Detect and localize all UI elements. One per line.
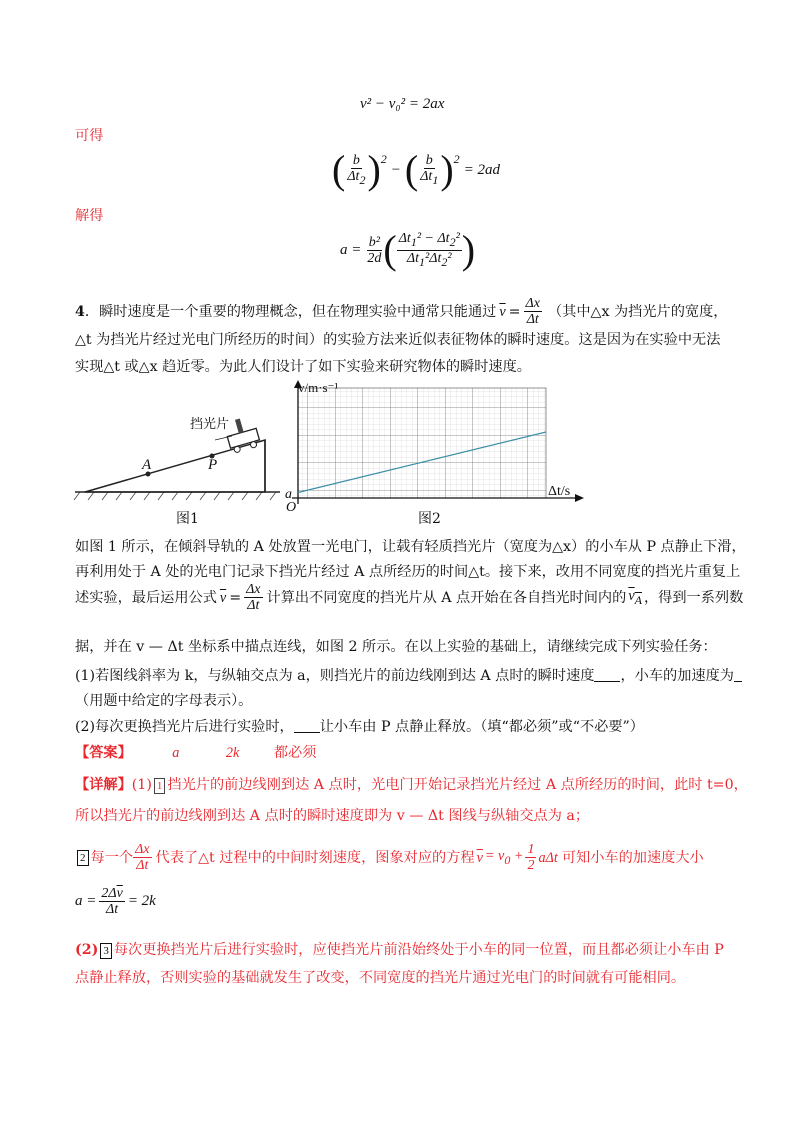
- sub-question-2: (2)每次更换挡光片后进行实验时， 让小车由 P 点静止释放。（填“都必须”或“不必要”）: [75, 719, 644, 735]
- detail-equation: a = $\frac{2\Delta\overline{v}}{\Delta t}$ = 2k: [75, 886, 156, 917]
- figure-2-intercept-label: a: [285, 487, 292, 502]
- para1-line-3: 述实验，最后运用公式 $\overline{v}$ = $\frac{\Delta x}{\Delta t}$ 计算出不同宽度的挡光片从 A 点开始在各自挡光时间内的 $v_A$ ，得到一系列数: [75, 582, 744, 613]
- equation-3: a = $\frac{\text{b²}}{2d}$ ( $\frac{\Delta t_1^2 - \Delta t_2^2}{\Delta t_1^2\Delta t_2^2}$ ): [340, 227, 476, 272]
- equation-1: v² − v₀² = 2ax: [360, 96, 445, 112]
- label-jiede: 解得: [75, 208, 104, 224]
- para1-line-1: 如图 1 所示，在倾斜导轨的 A 处放置一光电门，让载有轻质挡光片（宽度为△x）的小车从 P 点静止下滑，: [75, 539, 746, 555]
- detail-line-1: 【详解】(1) 1 挡光片的前边线刚到达 A 点时，光电门开始记录挡光片经过 A 点所经历的时间，此时 t=0，: [75, 777, 748, 793]
- detail-line-3: 2 每一个 $\frac{\Delta x}{\Delta t}$ 代表了△t 过程中的中间时刻速度，图象对应的方程 $\overline{v}$ = $v_0$ + $\frac{1}{2}$ aΔt 可知小车的加速度大小: [75, 842, 704, 873]
- question-line-3: 实现△t 或△x 趋近零。为此人们设计了如下实验来研究物体的瞬时速度。: [75, 359, 531, 375]
- figure-2-caption: 图2: [418, 511, 441, 527]
- figure-2-ylabel: v/m·s⁻¹: [298, 380, 339, 395]
- question-line-1: 4 ．瞬时速度是一个重要的物理概念，但在物理实验中通常只能通过 $\overline{v}$ = $\frac{\Delta x}{\Delta t}$ （其中△x 为挡光片的宽度，: [75, 296, 728, 327]
- figure-2-xlabel: Δt/s: [548, 484, 571, 499]
- figure-2-origin: O: [286, 500, 297, 515]
- figure-1-caption: 图1: [176, 511, 199, 527]
- equation-2: ( $\frac{b}{\Delta t_2}$ ) $^2$ − ( $\frac{b}{\Delta t_1}$ ) $^2$ = 2ad: [332, 147, 501, 192]
- sub-question-1-note: （用题中给定的字母表示）。: [75, 693, 253, 709]
- label-kede: 可得: [75, 128, 104, 144]
- figure-1-label-A: A: [142, 457, 152, 473]
- para1-line-2: 再利用处于 A 处的光电门记录下挡光片经过 A 点所经历的时间△t。接下来，改用不同宽度的挡光片重复上: [75, 564, 741, 580]
- figure-1-label-P: P: [208, 457, 218, 473]
- question-line-2: △t 为挡光片经过光电门所经历的时间）的实验方法来近似表征物体的瞬时速度。这是因为在实验中无法: [75, 332, 721, 348]
- detail-line-5: 点静止释放，否则实验的基础就发生了改变，不同宽度的挡光片通过光电门的时间就有可能相同。: [75, 970, 686, 986]
- figure-2-grid: [298, 388, 546, 498]
- para1-line-4: 据，并在 v — Δt 坐标系中描点连线，如图 2 所示。在以上实验的基础上，请继续完成下列实验任务：: [75, 639, 717, 655]
- sub-question-1: (1)若图线斜率为 k，与纵轴交点为 a，则挡光片的前边线刚到达 A 点时的瞬时速度 ，小车的加速度为: [75, 666, 742, 686]
- detail-line-4: (2) 3 每次更换挡光片后进行实验时，应使挡光片前沿始终处于小车的同一位置，而且都必须让小车由 P: [75, 942, 724, 958]
- figure-1-label-dangguangpian: 挡光片: [190, 417, 230, 432]
- answer-row: 【答案】 a 2k 都必须: [75, 745, 317, 761]
- detail-line-2: 所以挡光片的前边线刚到达 A 点时的瞬时速度即为 v — Δt 图线与纵轴交点为 a；: [75, 808, 590, 824]
